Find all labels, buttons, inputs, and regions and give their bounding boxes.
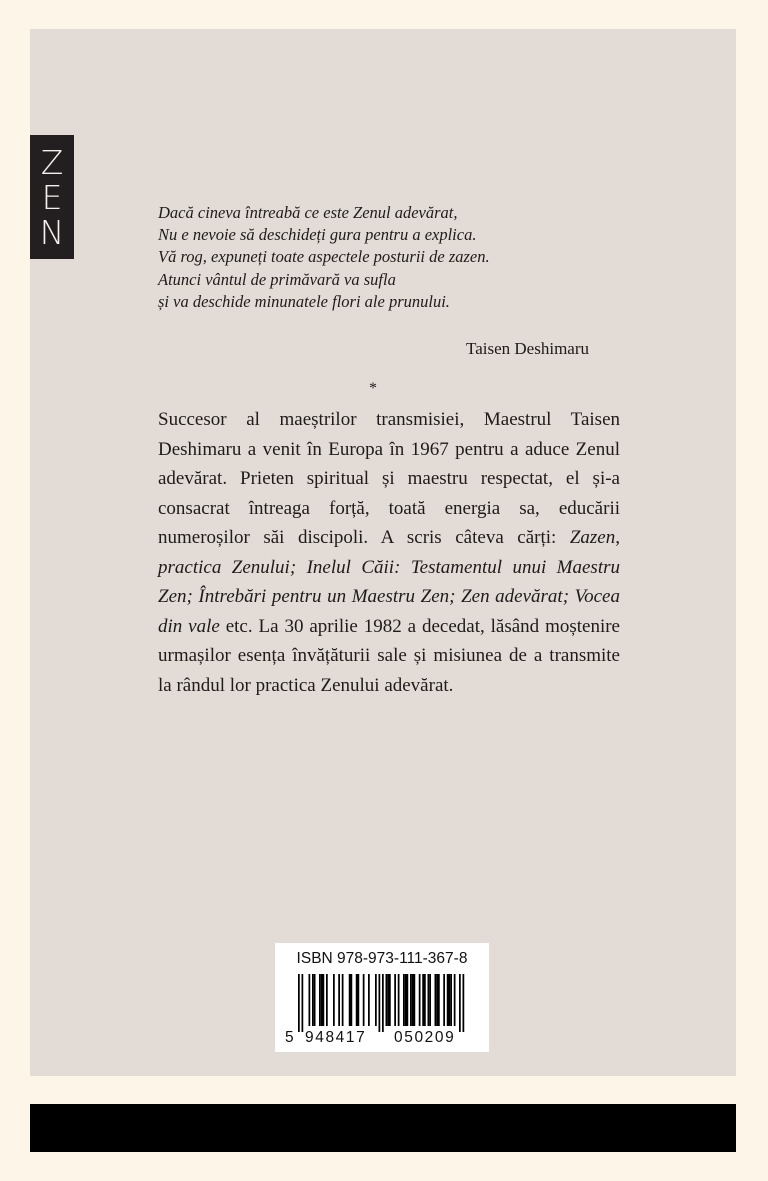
barcode-bar bbox=[394, 974, 396, 1026]
poem-author: Taisen Deshimaru bbox=[466, 339, 589, 358]
barcode-bar bbox=[368, 974, 370, 1026]
barcode-bar bbox=[438, 974, 440, 1026]
barcode-digit-first: 5 bbox=[285, 1029, 294, 1046]
barcode-bar bbox=[450, 974, 452, 1026]
barcode-bar bbox=[314, 974, 316, 1026]
barcode-bar bbox=[459, 974, 461, 1032]
barcode-digits-left: 948417 bbox=[305, 1029, 367, 1046]
barcode-bar bbox=[429, 974, 431, 1026]
barcode-bar bbox=[454, 974, 456, 1026]
barcode-bar bbox=[382, 974, 384, 1032]
zen-side-tab bbox=[30, 135, 74, 259]
barcode-bar bbox=[312, 974, 314, 1026]
barcode-bar bbox=[398, 974, 400, 1026]
barcode-bar bbox=[309, 974, 311, 1026]
barcode-bar bbox=[428, 974, 430, 1026]
barcode-bar bbox=[379, 974, 381, 1032]
barcode-bar bbox=[333, 974, 335, 1026]
barcode-bar bbox=[436, 974, 438, 1026]
barcode-bar bbox=[410, 974, 412, 1026]
barcode-bar bbox=[463, 974, 465, 1032]
barcode-digits-right: 050209 bbox=[394, 1029, 456, 1046]
author-biography bbox=[158, 405, 620, 700]
barcode-bar bbox=[422, 974, 424, 1026]
poem-line: și va deschide minunatele flori ale prunului. bbox=[158, 291, 450, 311]
poem-line: Dacă cineva întreabă ce este Zenul adevărat, bbox=[158, 203, 458, 222]
barcode-bar bbox=[326, 974, 328, 1026]
barcode-bar bbox=[424, 974, 426, 1026]
barcode-bar bbox=[363, 974, 365, 1026]
barcode-bar bbox=[449, 974, 451, 1026]
barcode-bar bbox=[349, 974, 351, 1026]
barcode-bar bbox=[302, 974, 304, 1032]
isbn-barcode bbox=[275, 943, 489, 1052]
barcode-bar bbox=[443, 974, 445, 1026]
side-letter-e: E bbox=[41, 177, 63, 217]
barcode-bar bbox=[323, 974, 325, 1026]
barcode-bar bbox=[447, 974, 449, 1026]
barcode-bar bbox=[412, 974, 414, 1026]
barcode-bar bbox=[342, 974, 344, 1026]
poem-quote bbox=[158, 202, 628, 313]
poem-line: Atunci vântul de primăvară va sufla bbox=[158, 269, 396, 289]
barcode-bar bbox=[338, 974, 340, 1026]
barcode-bar bbox=[356, 974, 358, 1026]
isbn-number: ISBN 978-973-111-367-8 bbox=[296, 950, 468, 967]
barcode-bar bbox=[407, 974, 409, 1026]
barcode-bar bbox=[414, 974, 416, 1026]
barcode-bar bbox=[387, 974, 389, 1026]
biography-intro: Succesor al maeștrilor transmisiei, Maestrul Taisen Deshimaru a venit în Europa în 1967 pentru a aduce Zenul adevărat. Prieten spiritual și maestru respectat, el și-a consacrat întreaga forță, toată energia sa, educării numeroșilor săi discipoli. A scris câteva cărți: bbox=[158, 409, 620, 548]
barcode-bar bbox=[386, 974, 388, 1026]
barcode-bar bbox=[403, 974, 405, 1026]
barcode-bar bbox=[419, 974, 421, 1026]
barcode-bar bbox=[389, 974, 391, 1026]
back-cover-panel bbox=[30, 29, 736, 1076]
side-letter-z: Z bbox=[40, 142, 64, 182]
poem-line: Nu e nevoie să deschideți gura pentru a explica. bbox=[158, 225, 477, 245]
poem-line: Vă rog, expuneți toate aspectele posturii de zazen. bbox=[158, 247, 490, 267]
section-separator: * bbox=[369, 380, 377, 397]
barcode-bar bbox=[405, 974, 407, 1026]
biography-book-list: Zazen, practica Zenului; Inelul Căii: Testamentul unui Maestru Zen; Întrebări pentru un Maestru Zen; Zen adevărat; Vocea din vale bbox=[158, 527, 620, 637]
barcode-bar bbox=[375, 974, 377, 1026]
barcode-bar bbox=[435, 974, 437, 1026]
barcode-bar bbox=[358, 974, 360, 1026]
bottom-band bbox=[30, 1104, 736, 1152]
barcode-bar bbox=[319, 974, 321, 1026]
barcode-bar bbox=[351, 974, 353, 1026]
barcode-bar bbox=[321, 974, 323, 1026]
barcode-bar bbox=[298, 974, 300, 1032]
biography-outro: etc. La 30 aprilie 1982 a decedat, lăsând moștenire urmașilor esența învățăturii sale și misiunea de a transmite la rândul lor practica Zenului adevărat. bbox=[158, 615, 620, 696]
side-letter-n: N bbox=[39, 212, 65, 252]
